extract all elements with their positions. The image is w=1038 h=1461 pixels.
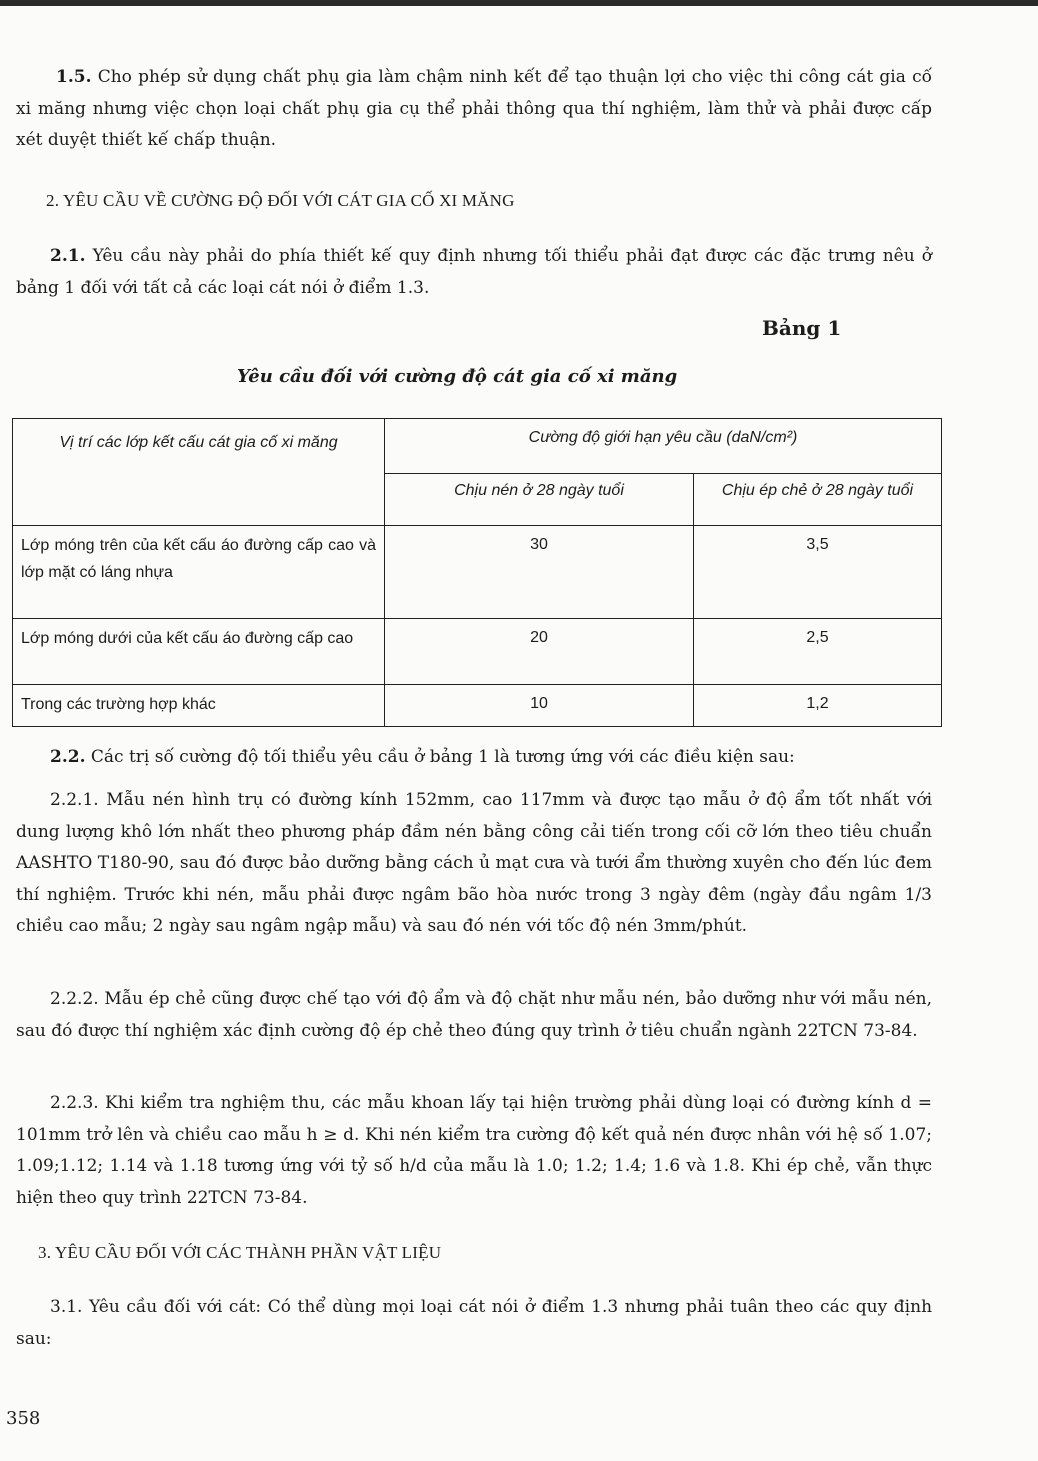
paragraph-2-2-3 <box>16 1088 932 1214</box>
table-cell-compression: 20 <box>385 619 694 685</box>
table-header-compression: Chịu nén ở 28 ngày tuổi <box>385 473 694 525</box>
paragraph-3-1 <box>16 1292 932 1355</box>
paragraph-text: Mẫu ép chẻ cũng được chế tạo với độ ẩm và độ chặt như mẫu nén, bảo dưỡng như với mẫu nén, sau đó được thí nghiệm xác định cường độ ép chẻ theo đúng quy trình ở tiêu chuẩn ngành 22TCN 73-84. <box>16 989 932 1041</box>
paragraph-number: 2.2.1. <box>50 790 99 810</box>
paragraph-number: 2.2.2. <box>50 989 99 1009</box>
table-caption: Yêu cầu đối với cường độ cát gia cố xi măng <box>237 366 678 387</box>
page-number: 358 <box>6 1408 41 1429</box>
paragraph-text: Mẫu nén hình trụ có đường kính 152mm, cao 117mm và được tạo mẫu ở độ ẩm tốt nhất với dung lượng khô lớn nhất theo phương pháp đầm nén bằng công cải tiến trong cối cỡ lớn theo tiêu chuẩn AASHTO T180-90, sau đó được bảo dưỡng bằng cách ủ mạt cưa và tưới ẩm thường xuyên cho đến lúc đem thí nghiệm. Trước khi nén, mẫu phải được ngâm bão hòa nước trong 3 ngày đêm (ngày đầu ngâm 1/3 chiều cao mẫu; 2 ngày sau ngâm ngập mẫu) và sau đó nén với tốc độ nén 3mm/phút. <box>16 790 933 936</box>
table-row <box>13 526 942 619</box>
paragraph-number: 2.2. <box>50 747 86 767</box>
paragraph-1-5 <box>16 62 932 157</box>
table-cell-position: Trong các trường hợp khác <box>13 685 385 727</box>
table-cell-position: Lớp móng dưới của kết cấu áo đường cấp cao <box>13 619 385 685</box>
table-label: Bảng 1 <box>762 316 842 340</box>
paragraph-text: Khi kiểm tra nghiệm thu, các mẫu khoan lấy tại hiện trường phải dùng loại có đường kính d = 101mm trở lên và chiều cao mẫu h ≥ d. Khi nén kiểm tra cường độ kết quả nén được nhân với hệ số 1.07; 1.09;1.12; 1.14 và 1.18 tương ứng với tỷ số h/d của mẫu là 1.0; 1.2; 1.4; 1.6 và 1.8. Khi ép chẻ, vẫn thực hiện theo quy trình 22TCN 73-84. <box>16 1093 932 1208</box>
section-3-heading: 3. YÊU CẦU ĐỐI VỚI CÁC THÀNH PHẦN VẬT LIỆU <box>38 1243 442 1262</box>
paragraph-number: 3.1. <box>50 1297 83 1317</box>
paragraph-2-2 <box>16 742 932 774</box>
table-header-position: Vị trí các lớp kết cấu cát gia cố xi măng <box>13 419 385 526</box>
paragraph-text: Cho phép sử dụng chất phụ gia làm chậm ninh kết để tạo thuận lợi cho việc thi công cát gia cố xi măng nhưng việc chọn loại chất phụ gia cụ thể phải thông qua thí nghiệm, làm thử và phải được cấp xét duyệt thiết kế chấp thuận. <box>16 67 932 150</box>
table-cell-position: Lớp móng trên của kết cấu áo đường cấp cao và lớp mặt có láng nhựa <box>13 526 385 619</box>
paragraph-2-2-2 <box>16 984 932 1047</box>
paragraph-text: Yêu cầu đối với cát: Có thể dùng mọi loại cát nói ở điểm 1.3 nhưng phải tuân theo các quy định sau: <box>16 1297 933 1349</box>
paragraph-number: 2.2.3. <box>50 1093 99 1113</box>
paragraph-2-1 <box>16 241 932 304</box>
paragraph-number: 1.5. <box>56 67 92 87</box>
table-header-split: Chịu ép chẻ ở 28 ngày tuổi <box>694 473 942 525</box>
table-cell-split: 1,2 <box>694 685 942 727</box>
table-cell-compression: 30 <box>385 526 694 619</box>
table-cell-split: 2,5 <box>694 619 942 685</box>
paragraph-number: 2.1. <box>50 246 86 266</box>
paragraph-2-2-1 <box>16 785 932 943</box>
page-top-border <box>0 0 1038 6</box>
paragraph-text: Các trị số cường độ tối thiểu yêu cầu ở bảng 1 là tương ứng với các điều kiện sau: <box>90 747 795 767</box>
section-2-heading: 2. YÊU CẦU VỀ CƯỜNG ĐỘ ĐỐI VỚI CÁT GIA CỐ XI MĂNG <box>46 191 515 210</box>
table-cell-compression: 10 <box>385 685 694 727</box>
table-header-strength-group: Cường độ giới hạn yêu cầu (daN/cm²) <box>385 419 942 474</box>
table-cell-split: 3,5 <box>694 526 942 619</box>
paragraph-text: Yêu cầu này phải do phía thiết kế quy định nhưng tối thiểu phải đạt được các đặc trưng nêu ở bảng 1 đối với tất cả các loại cát nói ở điểm 1.3. <box>16 246 932 298</box>
table-row <box>13 685 942 727</box>
table-row <box>13 619 942 685</box>
strength-requirements-table <box>12 418 942 727</box>
